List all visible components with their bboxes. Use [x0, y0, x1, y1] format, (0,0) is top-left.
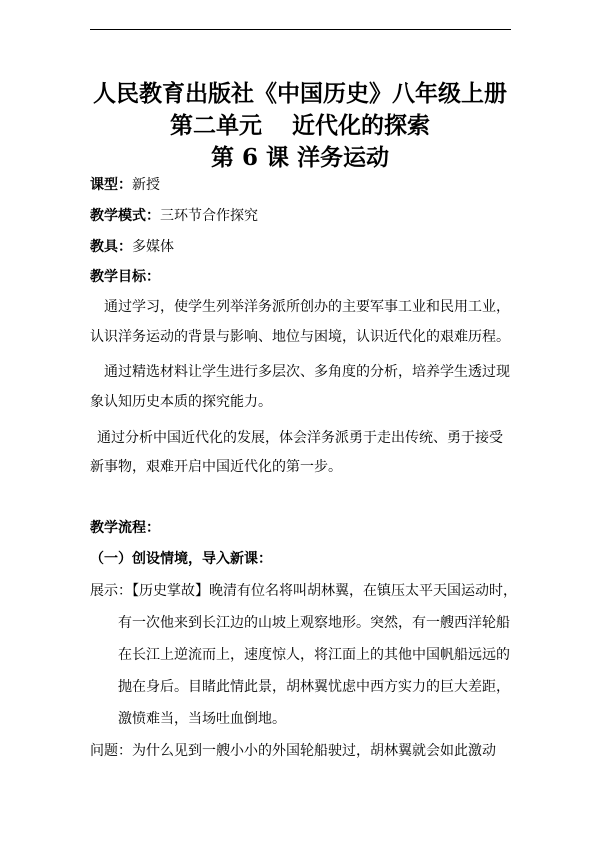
teaching-mode-label: 教学模式： — [90, 208, 160, 224]
teaching-mode-row — [90, 206, 258, 226]
tools-label: 教具： — [90, 239, 132, 255]
course-type-value: 新授 — [132, 177, 160, 193]
tools-value: 多媒体 — [132, 239, 174, 255]
objective-line: 通过分析中国近代化的发展，体会洋务派勇于走出传统、勇于接受 — [97, 430, 503, 446]
display-line: 抛在身后。目睹此情此景，胡林翼忧虑中西方实力的巨大差距， — [118, 679, 510, 695]
objective-line: 通过学习，使学生列举洋务派所创办的主要军事工业和民用工业， — [104, 299, 510, 315]
objectives-heading: 教学目标： — [90, 269, 160, 285]
display-line: 展示：【历史掌故】晚清有位名将叫胡林翼，在镇压太平天国运动时， — [90, 583, 517, 599]
header-rule — [90, 29, 511, 30]
objective-line: 新事物，艰难开启中国近代化的第一步。 — [90, 459, 342, 475]
unit-label: 第二单元 — [170, 112, 262, 139]
lesson-title: 第 6 课 洋务运动 — [210, 144, 390, 171]
course-type-row — [90, 175, 160, 195]
section-heading: （一）创设情境，导入新课： — [90, 551, 272, 567]
objective-line: 认识洋务运动的背景与影响、地位与困境，认识近代化的艰难历程。 — [90, 329, 510, 345]
process-heading: 教学流程： — [90, 520, 160, 536]
document-title: 人民教育出版社《中国历史》八年级上册 — [93, 80, 507, 107]
course-type-label: 课型： — [90, 177, 132, 193]
teaching-mode-value: 三环节合作探究 — [160, 208, 258, 224]
question-line: 问题：为什么见到一艘小小的外国轮船驶过，胡林翼就会如此激动 — [90, 743, 496, 759]
unit-title — [0, 107, 600, 140]
display-line: 在长江上逆流而上，速度惊人，将江面上的其他中国帆船远远的 — [118, 647, 510, 663]
unit-name: 近代化的探索 — [292, 112, 430, 139]
objective-line: 象认知历史本质的探究能力。 — [90, 394, 272, 410]
objective-line: 通过精选材料让学生进行多层次、多角度的分析，培养学生透过现 — [104, 364, 510, 380]
tools-row — [90, 237, 174, 257]
display-line: 激愤难当，当场吐血倒地。 — [118, 711, 286, 727]
display-line: 有一次他来到长江边的山坡上观察地形。突然，有一艘西洋轮船 — [118, 615, 510, 631]
